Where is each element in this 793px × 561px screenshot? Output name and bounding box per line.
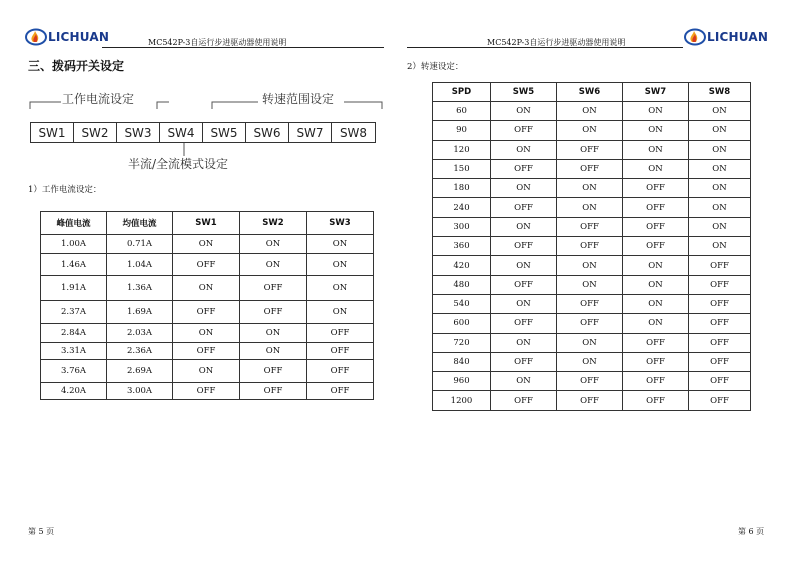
speed-table-cell: OFF (491, 121, 557, 140)
current-table-cell: OFF (240, 301, 307, 324)
speed-table-cell: ON (689, 102, 751, 121)
current-table-cell: 0.71A (107, 235, 173, 254)
speed-table-cell: OFF (689, 372, 751, 391)
header-sw6: SW6 (557, 83, 623, 102)
table-row (41, 301, 374, 324)
speed-table-cell: OFF (689, 314, 751, 333)
table-row (433, 159, 751, 178)
header-sw3: SW3 (307, 212, 374, 235)
current-table-cell: OFF (173, 254, 240, 276)
table-row (41, 343, 374, 360)
current-table-cell: OFF (173, 343, 240, 360)
speed-table-cell: OFF (491, 198, 557, 217)
speed-table-cell: OFF (623, 237, 689, 256)
speed-table-cell: ON (623, 140, 689, 159)
speed-table-cell: OFF (557, 140, 623, 159)
header-sw8: SW8 (689, 83, 751, 102)
speed-table-cell: OFF (689, 256, 751, 275)
left-header-title: MC542P-3自运行步进驱动器使用说明 (148, 38, 287, 47)
speed-table-cell: ON (557, 333, 623, 352)
speed-table-cell: OFF (557, 237, 623, 256)
speed-table-cell: ON (557, 179, 623, 198)
right-page-number: 第 6 页 (738, 527, 765, 536)
speed-table-cell: OFF (689, 352, 751, 371)
table-row (41, 324, 374, 343)
current-table-cell: 3.76A (41, 360, 107, 383)
current-table-cell: ON (307, 254, 374, 276)
speed-table-cell: ON (491, 140, 557, 159)
speed-table-cell: OFF (557, 372, 623, 391)
speed-subtitle: 2）转速设定： (407, 62, 464, 72)
table-row (41, 254, 374, 276)
speed-table-cell: 300 (433, 217, 491, 236)
speed-table-cell: ON (689, 140, 751, 159)
speed-table-cell: OFF (557, 294, 623, 313)
header-sw7: SW7 (623, 83, 689, 102)
speed-table-cell: 420 (433, 256, 491, 275)
right-logo (684, 28, 768, 46)
table-row (433, 256, 751, 275)
speed-table-cell: 150 (433, 159, 491, 178)
current-table-cell: ON (173, 324, 240, 343)
header-sw1: SW1 (173, 212, 240, 235)
table-row (433, 391, 751, 410)
speed-table-cell: ON (491, 179, 557, 198)
speed-table-cell: ON (557, 121, 623, 140)
speed-table-cell: ON (491, 102, 557, 121)
current-table-cell: 1.69A (107, 301, 173, 324)
speed-table-cell: OFF (557, 159, 623, 178)
speed-table-cell: OFF (623, 352, 689, 371)
table-row (433, 140, 751, 159)
speed-table-cell: 240 (433, 198, 491, 217)
logo-text: LICHUAN (48, 30, 110, 44)
speed-table-cell: OFF (491, 352, 557, 371)
dip-switch-sw2: SW2 (74, 123, 117, 142)
section-title: 三、拨码开关设定 (28, 59, 125, 73)
speed-table-cell: OFF (623, 391, 689, 410)
speed-table-cell: ON (557, 275, 623, 294)
left-header-rule (102, 47, 384, 48)
speed-table-cell: ON (689, 159, 751, 178)
current-table-cell: OFF (307, 360, 374, 383)
current-table-cell: 2.84A (41, 324, 107, 343)
speed-table-cell: ON (623, 102, 689, 121)
current-table-cell: ON (240, 343, 307, 360)
header-sw2: SW2 (240, 212, 307, 235)
current-table-cell: 2.03A (107, 324, 173, 343)
table-row (433, 314, 751, 333)
current-table-cell: 1.36A (107, 276, 173, 301)
speed-table-cell: ON (491, 333, 557, 352)
speed-table-cell: ON (491, 217, 557, 236)
dip-label-current: 工作电流设定 (62, 92, 135, 106)
speed-table-cell: ON (689, 237, 751, 256)
speed-table-cell: ON (623, 314, 689, 333)
speed-table-cell: ON (689, 217, 751, 236)
dip-switch-sw3: SW3 (117, 123, 160, 142)
header-spd: SPD (433, 83, 491, 102)
speed-table-cell: OFF (491, 391, 557, 410)
current-table (40, 211, 374, 400)
speed-table-cell: OFF (491, 314, 557, 333)
speed-table-cell: ON (491, 294, 557, 313)
speed-table-cell: ON (623, 159, 689, 178)
speed-table-cell: ON (557, 198, 623, 217)
speed-table-cell: 540 (433, 294, 491, 313)
current-table-cell: 3.31A (41, 343, 107, 360)
speed-table-header (433, 83, 751, 102)
table-row (433, 121, 751, 140)
logo-text: LICHUAN (707, 30, 769, 44)
current-table-cell: ON (307, 301, 374, 324)
current-table-cell: ON (307, 235, 374, 254)
dip-switch-sw1: SW1 (31, 123, 74, 142)
current-table-cell: 1.91A (41, 276, 107, 301)
table-row (433, 372, 751, 391)
speed-table-cell: ON (557, 352, 623, 371)
speed-table-cell: ON (557, 102, 623, 121)
right-header-title: MC542P-3自运行步进驱动器使用说明 (487, 38, 626, 47)
table-row (433, 217, 751, 236)
speed-table-cell: 720 (433, 333, 491, 352)
lichuan-logo-icon (25, 28, 47, 46)
speed-table-cell: 1200 (433, 391, 491, 410)
speed-table (432, 82, 751, 411)
speed-table-cell: 180 (433, 179, 491, 198)
table-row (433, 333, 751, 352)
table-row (41, 383, 374, 400)
current-table-cell: ON (173, 235, 240, 254)
speed-table-cell: 480 (433, 275, 491, 294)
table-row (433, 102, 751, 121)
speed-table-cell: ON (491, 372, 557, 391)
current-table-cell: OFF (240, 276, 307, 301)
current-table-cell: OFF (173, 301, 240, 324)
current-table-cell: OFF (307, 343, 374, 360)
speed-table-cell: 600 (433, 314, 491, 333)
dip-switch-sw7: SW7 (289, 123, 332, 142)
table-row (41, 360, 374, 383)
speed-table-cell: OFF (557, 217, 623, 236)
dip-switch-row (30, 122, 376, 143)
speed-table-cell: OFF (557, 314, 623, 333)
current-table-cell: ON (240, 254, 307, 276)
current-table-cell: 2.36A (107, 343, 173, 360)
speed-table-cell: ON (557, 256, 623, 275)
speed-table-cell: OFF (491, 159, 557, 178)
header-mean-current: 均值电流 (107, 212, 173, 235)
left-page-number: 第 5 页 (28, 527, 55, 536)
current-table-cell: ON (240, 235, 307, 254)
table-row (433, 294, 751, 313)
speed-table-cell: OFF (623, 217, 689, 236)
current-table-cell: ON (307, 276, 374, 301)
current-table-cell: OFF (307, 324, 374, 343)
speed-table-cell: ON (689, 179, 751, 198)
table-row (433, 179, 751, 198)
dip-label-speed: 转速范围设定 (262, 92, 335, 106)
speed-table-cell: 120 (433, 140, 491, 159)
current-table-header (41, 212, 374, 235)
speed-table-cell: ON (623, 121, 689, 140)
current-table-cell: 1.46A (41, 254, 107, 276)
table-row (41, 276, 374, 301)
speed-table-cell: OFF (557, 391, 623, 410)
table-row (433, 275, 751, 294)
current-table-cell: OFF (173, 383, 240, 400)
current-table-cell: 2.69A (107, 360, 173, 383)
speed-table-cell: ON (689, 121, 751, 140)
speed-table-cell: 960 (433, 372, 491, 391)
current-table-cell: 1.00A (41, 235, 107, 254)
dip-switch-sw8: SW8 (339, 125, 368, 140)
speed-table-cell: OFF (491, 237, 557, 256)
current-table-cell: OFF (240, 383, 307, 400)
speed-table-cell: OFF (689, 333, 751, 352)
dip-switch-sw4: SW4 (160, 123, 203, 142)
speed-table-cell: OFF (491, 275, 557, 294)
current-table-cell: ON (173, 360, 240, 383)
speed-table-cell: OFF (689, 275, 751, 294)
current-table-cell: ON (240, 324, 307, 343)
header-sw5: SW5 (491, 83, 557, 102)
lichuan-logo-icon (684, 28, 706, 46)
table-row (433, 198, 751, 217)
current-table-cell: 3.00A (107, 383, 173, 400)
dip-switch-sw6: SW6 (246, 123, 289, 142)
speed-table-cell: OFF (623, 333, 689, 352)
speed-table-cell: ON (623, 275, 689, 294)
speed-table-cell: OFF (623, 372, 689, 391)
table-row (41, 235, 374, 254)
dip-switch-sw5: SW5 (203, 123, 246, 142)
speed-table-cell: ON (623, 256, 689, 275)
current-table-cell: OFF (307, 383, 374, 400)
speed-table-cell: ON (689, 198, 751, 217)
current-table-cell: 4.20A (41, 383, 107, 400)
speed-table-cell: ON (491, 256, 557, 275)
speed-table-cell: 60 (433, 102, 491, 121)
dip-label-mode: 半流/全流模式设定 (128, 157, 229, 171)
right-header-rule (407, 47, 683, 48)
left-logo (25, 28, 109, 46)
speed-table-cell: OFF (623, 179, 689, 198)
current-table-cell: ON (173, 276, 240, 301)
speed-table-cell: OFF (689, 391, 751, 410)
header-peak-current: 峰值电流 (41, 212, 107, 235)
current-table-cell: 1.04A (107, 254, 173, 276)
table-row (433, 352, 751, 371)
speed-table-cell: ON (623, 294, 689, 313)
current-table-cell: 2.37A (41, 301, 107, 324)
speed-table-cell: OFF (689, 294, 751, 313)
speed-table-cell: 90 (433, 121, 491, 140)
speed-table-cell: OFF (623, 198, 689, 217)
speed-table-cell: 840 (433, 352, 491, 371)
speed-table-cell: 360 (433, 237, 491, 256)
current-subtitle: 1）工作电流设定： (28, 185, 102, 195)
table-row (433, 237, 751, 256)
current-table-cell: OFF (240, 360, 307, 383)
